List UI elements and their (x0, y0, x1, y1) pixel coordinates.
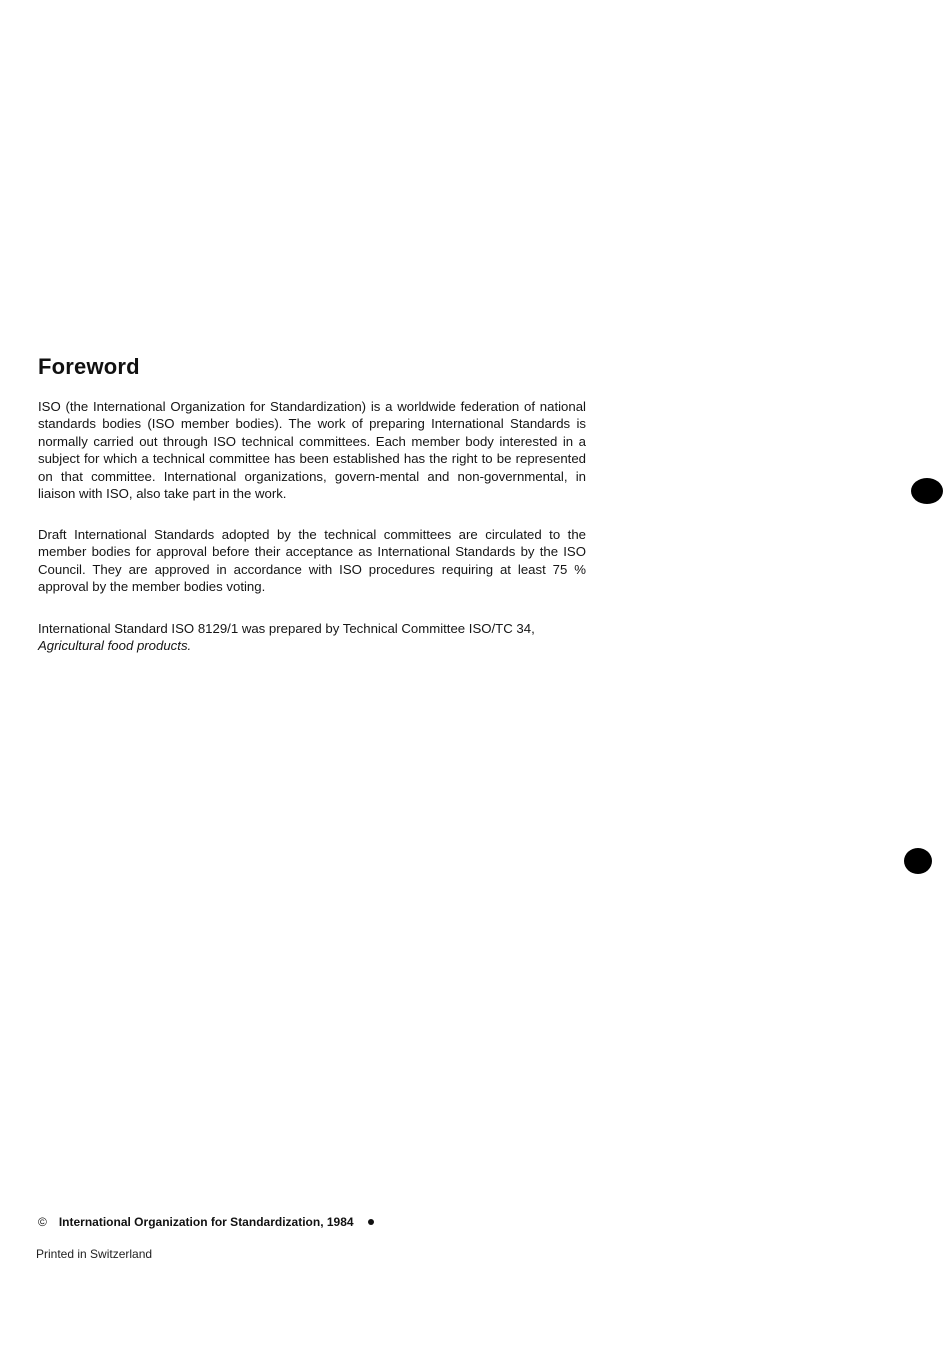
copyright-line (38, 1215, 374, 1229)
copyright-text: International Organization for Standardization, 1984 (58, 1215, 354, 1229)
punch-hole-icon (911, 478, 943, 504)
committee-title: Agricultural food products. (38, 638, 192, 654)
copyright-icon: © (38, 1215, 47, 1229)
bullet-dot-icon (368, 1219, 374, 1225)
punch-hole-icon (904, 848, 932, 874)
foreword-paragraph-1: ISO (the International Organization for Standardization) is a worldwide federation of national standards bodies (ISO member bodies). The work of preparing International Standards is normally carried out through ISO technical committees. Each member body interested in a subject for which a technical committee has been established has the right to be represented on that committee. International organizations, govern-mental and non-governmental, in liaison with ISO, also take part in the work. (38, 399, 586, 502)
foreword-paragraph-3 (38, 620, 586, 655)
foreword-paragraph-2: Draft International Standards adopted by the technical committees are circulated to the member bodies for approval before their acceptance as International Standards by the ISO Council. They are approved in accordance with ISO procedures requiring at least 75 % approval by the member bodies voting. (38, 527, 586, 595)
committee-statement: International Standard ISO 8129/1 was prepared by Technical Committee ISO/TC 34, (38, 621, 535, 636)
printed-in-note: Printed in Switzerland (36, 1247, 153, 1261)
foreword-heading: Foreword (38, 354, 140, 379)
